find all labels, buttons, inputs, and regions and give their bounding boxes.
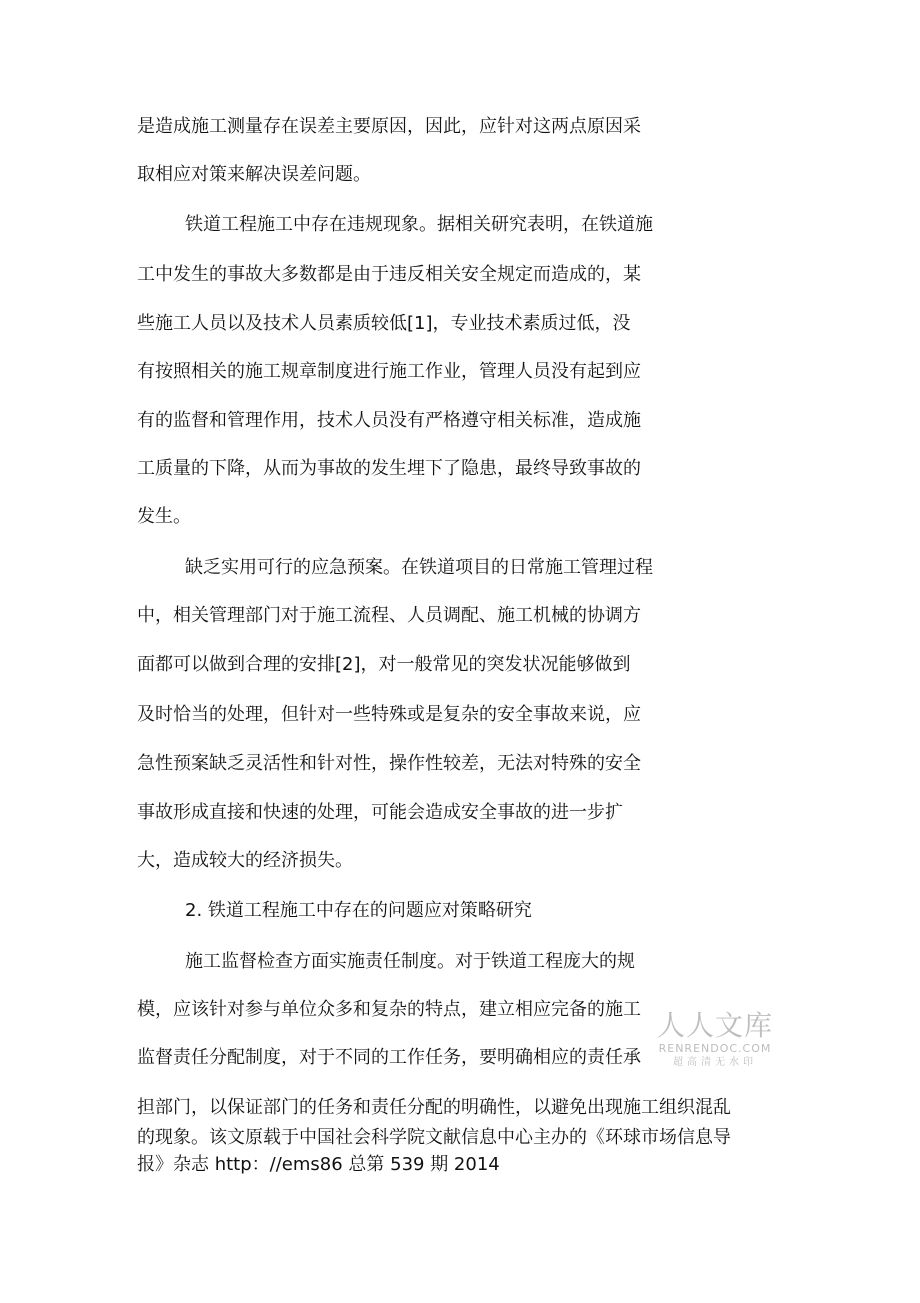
paragraph-line: 面都可以做到合理的安排[2]，对一般常见的突发状况能够做到	[137, 654, 631, 675]
paragraph-line: 的现象。该文原载于中国社会科学院文献信息中心主办的《环球市场信息导	[137, 1127, 731, 1148]
paragraph-line: 报》杂志 http：//ems86 总第 539 期 2014	[137, 1154, 500, 1175]
paragraph-line: 有的监督和管理作用，技术人员没有严格遵守相关标准，造成施	[137, 410, 641, 431]
paragraph-line: 是造成施工测量存在误差主要原因，因此，应针对这两点原因采	[137, 116, 641, 137]
paragraph-line: 事故形成直接和快速的处理，可能会造成安全事故的进一步扩	[137, 802, 623, 823]
paragraph-line: 铁道工程施工中存在违规现象。据相关研究表明，在铁道施	[185, 214, 653, 235]
paragraph-line: 急性预案缺乏灵活性和针对性，操作性较差，无法对特殊的安全	[137, 753, 641, 774]
paragraph-line: 发生。	[137, 506, 191, 527]
paragraph-line: 及时恰当的处理，但针对一些特殊或是复杂的安全事故来说，应	[137, 704, 641, 725]
watermark-url: RENRENDOC.COM	[658, 1042, 772, 1055]
paragraph-line: 大，造成较大的经济损失。	[137, 850, 353, 871]
paragraph-line: 模，应该针对参与单位众多和复杂的特点，建立相应完备的施工	[137, 999, 641, 1020]
paragraph-line: 工质量的下降，从而为事故的发生埋下了隐患，最终导致事故的	[137, 458, 641, 479]
paragraph-line: 施工监督检查方面实施责任制度。对于铁道工程庞大的规	[185, 951, 635, 972]
section-heading: 2. 铁道工程施工中存在的问题应对策略研究	[185, 900, 532, 921]
paragraph-line: 担部门，以保证部门的任务和责任分配的明确性，以避免出现施工组织混乱	[137, 1097, 731, 1118]
watermark-title: 人人文库	[656, 1009, 773, 1042]
watermark-slogan: 超高清无水印	[673, 1057, 757, 1068]
paragraph-line: 工中发生的事故大多数都是由于违反相关安全规定而造成的，某	[137, 264, 641, 285]
paragraph-line: 些施工人员以及技术人员素质较低[1]，专业技术素质过低，没	[137, 313, 631, 334]
paragraph-line: 缺乏实用可行的应急预案。在铁道项目的日常施工管理过程	[185, 557, 653, 578]
watermark-logo	[650, 1010, 780, 1070]
paragraph-line: 监督责任分配制度，对于不同的工作任务，要明确相应的责任承	[137, 1047, 641, 1068]
paragraph-line: 有按照相关的施工规章制度进行施工作业，管理人员没有起到应	[137, 361, 641, 382]
paragraph-line: 中，相关管理部门对于施工流程、人员调配、施工机械的协调方	[137, 605, 641, 626]
paragraph-line: 取相应对策来解决误差问题。	[137, 164, 371, 185]
